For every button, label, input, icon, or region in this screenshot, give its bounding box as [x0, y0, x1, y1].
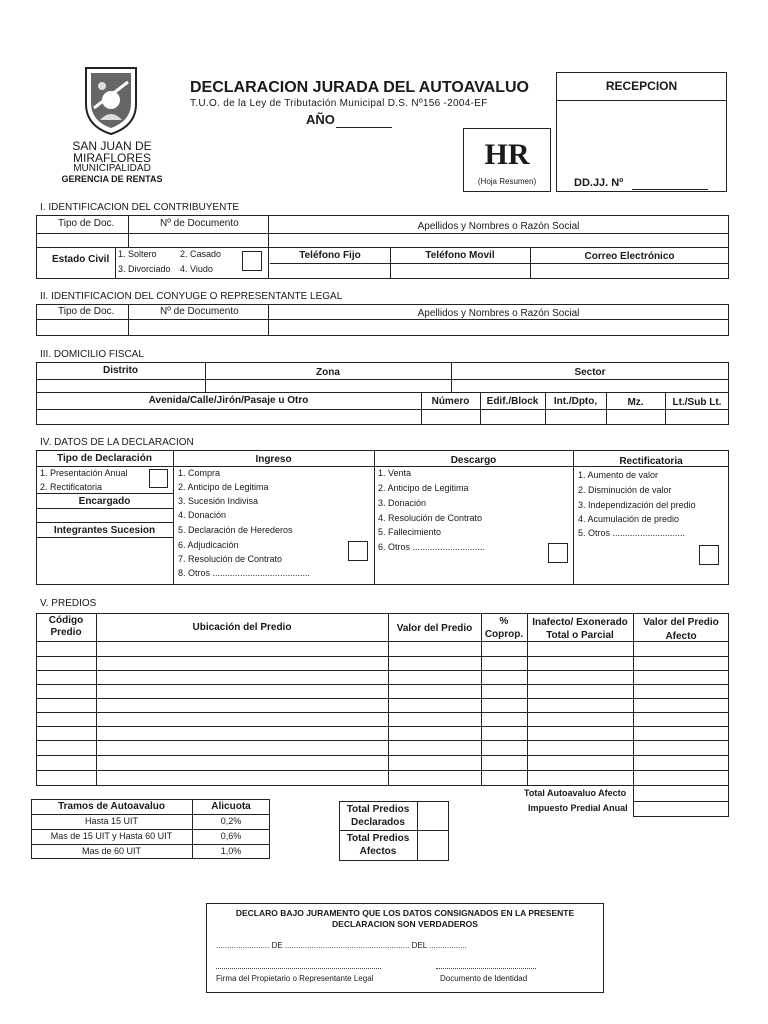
- descargo-item: 4. Resolución de Contrato: [378, 513, 483, 523]
- ingreso-item: 7. Resolución de Contrato: [178, 554, 283, 564]
- phone-label: Teléfono Fijo: [299, 250, 361, 261]
- block-label: Edif./Block: [486, 396, 539, 407]
- ingreso-item: 4. Donación: [178, 510, 227, 520]
- rect-item: 5. Otros .............................: [578, 528, 686, 538]
- civil-opt-3: 3. Divorciado: [118, 264, 171, 274]
- descargo-item: 3. Donación: [378, 498, 427, 508]
- descargo-item: 1. Venta: [378, 468, 412, 478]
- signature-label: Firma del Propietario o Representante Legal: [216, 974, 374, 983]
- p-col5: [633, 613, 634, 816]
- id-line: [436, 968, 536, 969]
- apt-label: Int./Dpto,: [553, 396, 598, 407]
- total-affected-label: Total Autoavaluo Afecto: [524, 788, 627, 798]
- totals-col: [417, 801, 418, 861]
- tramos-row: [31, 844, 270, 845]
- col-pct-2: Coprop.: [484, 629, 524, 640]
- ingreso-checkbox[interactable]: [348, 541, 368, 561]
- names-label: Apellidos y Nombres o Razón Social: [417, 221, 580, 232]
- zone-label: Zona: [316, 367, 340, 378]
- municipality-name-1: SAN JUAN DE: [72, 139, 152, 153]
- total-declared-2: Declarados: [351, 817, 405, 828]
- civil-status-checkbox[interactable]: [242, 251, 262, 271]
- form-subtitle: T.U.O. de la Ley de Tributación Municipal D.S. Nº156 -2004-EF: [190, 98, 488, 109]
- ddjj-label: DD.JJ. Nº: [574, 177, 624, 189]
- s3-row1: [36, 379, 729, 380]
- p-total-right: [728, 786, 729, 816]
- year-line: [336, 127, 392, 128]
- ddjj-line: [632, 189, 708, 190]
- descargo-label: Descargo: [450, 455, 497, 466]
- p-total-line: [633, 816, 729, 817]
- p-row: [36, 656, 729, 657]
- id-doc-label: Documento de Identidad: [440, 974, 528, 983]
- ingreso-item: 2. Anticipo de Legitima: [178, 482, 269, 492]
- tramo-range: Mas de 15 UIT y Hasta 60 UIT: [50, 831, 173, 841]
- mz-label: Mz.: [627, 397, 644, 408]
- s2-col1: [128, 304, 129, 336]
- municipality-name-3: MUNICIPALIDAD: [73, 163, 151, 174]
- descargo-item: 6. Otros .............................: [378, 542, 486, 552]
- ingreso-item: 8. Otros .......................................: [178, 568, 311, 578]
- ingreso-item: 1. Compra: [178, 468, 221, 478]
- total-affected-1: Total Predios: [346, 833, 410, 844]
- tax-label: Impuesto Predial Anual: [528, 803, 628, 813]
- lot-label: Lt./Sub Lt.: [672, 397, 722, 408]
- ingreso-label: Ingreso: [255, 454, 292, 465]
- civil-opt-4: 4. Viudo: [180, 264, 213, 274]
- p-row: [36, 712, 729, 713]
- p-row: [36, 670, 729, 671]
- col-code-2: Predio: [50, 627, 82, 638]
- civil-opt-1: 1. Soltero: [118, 249, 157, 259]
- s1-row2: [36, 247, 729, 248]
- doc-type-label: Tipo de Doc.: [58, 218, 115, 229]
- p-total-line: [633, 801, 729, 802]
- s3-col6: [606, 392, 607, 425]
- s3-row2: [36, 392, 729, 393]
- s4-col1: [173, 450, 174, 585]
- rect-item: 4. Acumulación de predio: [578, 514, 680, 524]
- total-affected-2: Afectos: [359, 846, 397, 857]
- p-row: [36, 698, 729, 699]
- total-declared-1: Total Predios: [346, 804, 410, 815]
- department-name: GERENCIA DE RENTAS: [61, 174, 163, 184]
- email-label: Correo Electrónico: [584, 251, 675, 262]
- s4-col2: [374, 450, 375, 585]
- number-label: Número: [431, 396, 470, 407]
- p-row: [36, 740, 729, 741]
- s4-left-row2: [36, 508, 173, 509]
- tramo-range: Mas de 60 UIT: [81, 846, 142, 856]
- section-3-title: III. DOMICILIO FISCAL: [40, 349, 144, 360]
- s4-left-row1: [36, 493, 173, 494]
- street-label: Avenida/Calle/Jirón/Pasaje u Otro: [148, 395, 309, 406]
- p-col2: [388, 613, 389, 786]
- col-exempt-1: Inafecto/ Exonerado: [532, 617, 628, 628]
- p-col1: [96, 613, 97, 786]
- s4-col3: [573, 450, 574, 585]
- col-code-1: Código: [48, 615, 84, 626]
- ingreso-item: 5. Declaración de Herederos: [178, 525, 293, 535]
- s3-row3: [36, 409, 729, 410]
- col-affected-1: Valor del Predio: [643, 617, 719, 628]
- alicuota-header: Alicuota: [211, 801, 251, 812]
- hr-caption: (Hoja Resumen): [477, 177, 537, 186]
- in-charge-label: Encargado: [78, 496, 131, 507]
- descargo-item: 5. Fallecimiento: [378, 527, 442, 537]
- decl-type-checkbox[interactable]: [149, 469, 168, 488]
- reception-divider: [556, 100, 727, 101]
- ingreso-item: 6. Adjudicación: [178, 540, 239, 550]
- col-location: Ubicación del Predio: [192, 622, 292, 633]
- declaration-line-1: DECLARO BAJO JURAMENTO QUE LOS DATOS CONSIGNADOS EN LA PRESENTE: [235, 908, 575, 918]
- municipality-name-2: MIRAFLORES: [72, 151, 151, 165]
- civil-opt-2: 2. Casado: [180, 249, 222, 259]
- col-exempt-2: Total o Parcial: [546, 630, 614, 641]
- municipal-logo: [82, 64, 140, 136]
- s1-row1: [36, 233, 729, 234]
- rectificatoria-label: Rectificatoria: [619, 456, 683, 467]
- rect-checkbox[interactable]: [699, 545, 719, 565]
- decl-opt-1: 1. Presentación Anual: [40, 468, 128, 478]
- form-title: DECLARACION JURADA DEL AUTOAVALUO: [190, 79, 529, 96]
- tramo-range: Hasta 15 UIT: [84, 816, 139, 826]
- s3-col7: [665, 392, 666, 425]
- signature-line: [216, 968, 381, 969]
- s2-names-label: Apellidos y Nombres o Razón Social: [417, 308, 580, 319]
- reception-title: RECEPCION: [605, 79, 678, 93]
- totals-row: [339, 830, 449, 831]
- tramos-header: Tramos de Autoavaluo: [58, 801, 165, 812]
- section-2-title: II. IDENTIFICACION DEL CONYUGE O REPRESENTANTE LEGAL: [40, 291, 343, 302]
- members-label: Integrantes Sucesion: [53, 525, 156, 536]
- p-row: [36, 770, 729, 771]
- decl-type-label: Tipo de Declaración: [57, 453, 152, 464]
- year-label: AÑO: [306, 112, 335, 127]
- tramos-row: [31, 814, 270, 815]
- tramo-rate: 0,6%: [220, 831, 242, 841]
- mobile-label: Teléfono Movil: [425, 250, 495, 261]
- civil-status-label: Estado Civil: [52, 254, 110, 265]
- date-line: ........................ DE ........................................................ DEL .................: [216, 941, 467, 950]
- tramo-rate: 1,0%: [220, 846, 242, 856]
- s1-row3: [270, 263, 729, 264]
- rect-item: 2. Disminución de valor: [578, 485, 672, 495]
- descargo-checkbox[interactable]: [548, 543, 568, 563]
- rect-item: 3. Independización del predio: [578, 500, 696, 510]
- s1-col3: [115, 247, 116, 279]
- s2-row1: [36, 319, 729, 320]
- s4-left-row3: [36, 522, 173, 523]
- tramo-rate: 0,2%: [220, 816, 242, 826]
- decl-opt-2: 2. Rectificatoria: [40, 482, 103, 492]
- rect-item: 1. Aumento de valor: [578, 470, 659, 480]
- doc-number-label: Nº de Documento: [160, 218, 239, 229]
- ingreso-item: 3. Sucesión Indivisa: [178, 496, 259, 506]
- district-label: Distrito: [103, 365, 138, 376]
- p-row: [36, 755, 729, 756]
- s2-doc-number-label: Nº de Documento: [160, 306, 239, 317]
- p-row: [36, 684, 729, 685]
- tramos-row: [31, 829, 270, 830]
- declaration-line-2: DECLARACION SON VERDADEROS: [332, 919, 478, 929]
- s4-left-row4: [36, 537, 173, 538]
- section-4-title: IV. DATOS DE LA DECLARACION: [40, 437, 194, 448]
- p-row: [36, 641, 729, 642]
- sector-label: Sector: [574, 367, 606, 378]
- section-5-title: V. PREDIOS: [40, 598, 97, 609]
- col-affected-2: Afecto: [665, 631, 697, 642]
- section-1-title: I. IDENTIFICACION DEL CONTRIBUYENTE: [40, 202, 240, 213]
- hr-code: HR: [484, 138, 530, 171]
- descargo-item: 2. Anticipo de Legitima: [378, 483, 469, 493]
- p-row: [36, 726, 729, 727]
- s2-doc-type-label: Tipo de Doc.: [58, 306, 115, 317]
- s1-col1: [128, 215, 129, 247]
- col-value: Valor del Predio: [396, 623, 473, 634]
- col-pct-1: %: [499, 616, 509, 627]
